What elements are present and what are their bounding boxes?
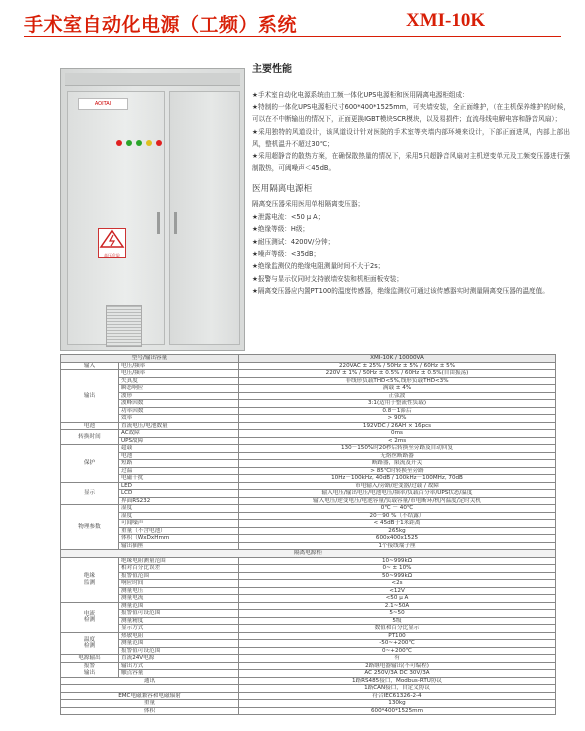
table-row <box>61 452 556 460</box>
table-row <box>61 557 556 565</box>
section-title: 主要性能 <box>252 64 292 75</box>
spec-param-value: 130kg <box>239 700 556 708</box>
spec-param-name: 触点容量 <box>119 670 239 678</box>
page-title: 手术室自动化电源（工频）系统 <box>24 14 298 36</box>
table-row <box>61 602 556 610</box>
table-row <box>61 632 556 640</box>
spec-param-name: 测量电流 <box>119 595 239 603</box>
table-row <box>61 385 556 393</box>
warning-label: 高压危险 <box>104 253 120 258</box>
high-voltage-warning-icon <box>99 229 125 249</box>
table-row <box>61 392 556 400</box>
spec-param-value: 输入电压/输出电压/电池电压/频率/负载百分率/UPS状态/温度 <box>239 490 556 498</box>
door-handle <box>174 212 177 234</box>
bullet-item: ★绝缘监测仪的绝缘电阻测量时间不大于2s； <box>252 262 385 271</box>
spec-param-value: 0ms <box>239 430 556 438</box>
spec-param-value: 1个接线端子座 <box>239 542 556 550</box>
spec-param-value: 5~50 <box>239 610 556 618</box>
yellow-light-icon <box>146 140 152 146</box>
spec-category: 转换时间 <box>61 430 119 445</box>
table-row <box>61 565 556 573</box>
spec-param-name: 可闻噪声 <box>119 520 239 528</box>
table-row <box>61 497 556 505</box>
table-row <box>61 445 556 453</box>
red-light-icon <box>116 140 122 146</box>
spec-param-value: 265kg <box>239 527 556 535</box>
spec-param-name: 相对百分比误差 <box>119 565 239 573</box>
spec-header-row <box>61 355 556 363</box>
table-row <box>61 617 556 625</box>
spec-param-value: 1路CAN接口，自定义协议 <box>239 685 556 693</box>
red-light-icon <box>156 140 162 146</box>
table-row <box>61 422 556 430</box>
table-row <box>61 362 556 370</box>
table-row <box>61 625 556 633</box>
spec-param-value: 0.8－1滞后 <box>239 407 556 415</box>
spec-param-name: 绝缘电阻测量范围 <box>119 557 239 565</box>
spec-param-name: 测量精度 <box>119 617 239 625</box>
spec-param-name: UPS故障 <box>119 437 239 445</box>
table-row <box>61 692 556 700</box>
spec-param-value: 130－150%时20秒后转换至旁路及自动回复 <box>239 445 556 453</box>
spec-param-value: 220VAC ± 25% / 50Hz ± 5% / 60Hz ± 5% <box>239 362 556 370</box>
bullet-item: ★绝缘等级：H级； <box>252 225 310 234</box>
spec-param-value: 正弦波 <box>239 392 556 400</box>
table-row <box>61 512 556 520</box>
spec-param-value: <12V <box>239 587 556 595</box>
cabinet-badge: AOITAI <box>78 98 128 110</box>
table-row <box>61 490 556 498</box>
spec-param-name: 湿度 <box>119 512 239 520</box>
spec-param-name <box>61 685 239 693</box>
spec-param-name: 瞬态响应 <box>119 385 239 393</box>
sub-title: 医用隔离电源柜 <box>252 184 313 195</box>
table-row <box>61 640 556 648</box>
table-row <box>61 475 556 483</box>
spec-param-name: 响应时间 <box>119 580 239 588</box>
spec-param-value: 10Hz－100kHz, 40dB / 100kHz－100MHz, 70dB <box>239 475 556 483</box>
spec-param-value: 20－90 %（不结露） <box>239 512 556 520</box>
table-row <box>61 520 556 528</box>
spec-section-title: 隔离电源柜 <box>61 550 556 558</box>
spec-param-name: 体积（WxDxHmm <box>119 535 239 543</box>
table-row <box>61 415 556 423</box>
spec-param-value: 220V ± 1% / 50Hz ± 0.5% / 60Hz ± 0.5%(自由振荡) <box>239 370 556 378</box>
spec-category: 显示 <box>61 482 119 505</box>
spec-param-value: PT100 <box>239 632 556 640</box>
spec-param-value: 600x400x1525 <box>239 535 556 543</box>
spec-param-value: 满载 ± 4% <box>239 385 556 393</box>
bullet-item: ★隔离变压器应内置PT100的温度传感器，绝缘监测仪可通过该传感器实时测量隔离变压器的温度值。 <box>252 287 549 296</box>
spec-param-name: AC故障 <box>119 430 239 438</box>
table-row <box>61 407 556 415</box>
table-row <box>61 677 556 685</box>
spec-category: 电流 检测 <box>61 602 119 632</box>
spec-param-name: 效率 <box>119 415 239 423</box>
table-row <box>61 430 556 438</box>
spec-param-name: 体积 <box>61 707 239 715</box>
header-divider <box>24 36 561 37</box>
table-row <box>61 580 556 588</box>
table-row <box>61 527 556 535</box>
bullet-item: ★噪声等级：<35dB； <box>252 250 321 259</box>
table-row <box>61 482 556 490</box>
bullet-item: ★泄露电流：<50 μ A； <box>252 212 325 221</box>
spec-category: 电源输出 <box>61 655 119 663</box>
spec-param-name: 直流24V电源 <box>119 655 239 663</box>
bullet-item: ★报警与显示仪同时支持嵌墙安装和机柜面板安装； <box>252 274 403 283</box>
table-row <box>61 707 556 715</box>
spec-param-name: 测量范围 <box>119 602 239 610</box>
spec-param-value: < 45dB于1米距离 <box>239 520 556 528</box>
indicator-lights <box>116 140 162 148</box>
spec-param-value: <2s <box>239 580 556 588</box>
table-row <box>61 662 556 670</box>
spec-param-value: > 90% <box>239 415 556 423</box>
spec-param-name: 失真度 <box>119 377 239 385</box>
table-row <box>61 670 556 678</box>
spec-param-value: -50~+200℃ <box>239 640 556 648</box>
spec-param-name: 功率因数 <box>119 407 239 415</box>
spec-param-name: 测量范围 <box>119 640 239 648</box>
spec-param-name: 显示方式 <box>119 625 239 633</box>
table-row <box>61 377 556 385</box>
spec-category: 报警 输出 <box>61 662 119 677</box>
cabinet-top-panel <box>65 73 240 86</box>
cabinet-left-door <box>67 91 165 345</box>
spec-param-name: 电压/频率 <box>119 362 239 370</box>
table-row <box>61 542 556 550</box>
spec-param-name: 电压/频率 <box>119 370 239 378</box>
table-row <box>61 535 556 543</box>
bullet-item: ★耐压测试：4200V/分钟； <box>252 237 335 246</box>
spec-param-name: 输出插座 <box>119 542 239 550</box>
spec-param-name: 测量电压 <box>119 587 239 595</box>
spec-param-value: < 2ms <box>239 437 556 445</box>
spec-category: 输出 <box>61 370 119 423</box>
spec-param-name: 报警值可设范围 <box>119 647 239 655</box>
spec-header-label: 型号/输出容量 <box>61 355 239 363</box>
spec-param-name: 重量 <box>61 700 239 708</box>
spec-param-name: 过温 <box>119 467 239 475</box>
spec-param-value: 市电输入/旁路/逆变器/过载 / 故障 <box>239 482 556 490</box>
spec-param-value: 1路RS485接口，Modbus-RTU协议 <box>239 677 556 685</box>
spec-param-name: 界面RS232 <box>119 497 239 505</box>
spec-param-name: 通讯 <box>61 677 239 685</box>
spec-param-value: AC 250V/3A DC 30V/3A <box>239 670 556 678</box>
spec-param-value: 5级 <box>239 617 556 625</box>
table-row <box>61 700 556 708</box>
spec-param-value: <50 μ A <box>239 595 556 603</box>
spec-param-value: 50~999kΩ <box>239 572 556 580</box>
model-title: XMI-10K <box>406 10 486 31</box>
spec-param-name: 波峰因数 <box>119 400 239 408</box>
spec-category: 物理参数 <box>61 505 119 550</box>
feature-paragraph: ★采用超静音的散热方案，在确保散热量的情况下，采用5只超静音风扇对主机逆变单元及工频变压器进行强制散热，可阈噪声＜45dB。 <box>252 152 570 173</box>
spec-category: 输入 <box>61 362 119 370</box>
spec-param-value: 2.1~50A <box>239 602 556 610</box>
spec-param-value: 2路继电器输出(不可编程) <box>239 662 556 670</box>
spec-param-name: LED <box>119 482 239 490</box>
features-section <box>252 60 570 298</box>
spec-param-name: 湿度 <box>119 505 239 513</box>
cabinet-right-door <box>169 91 240 345</box>
feature-paragraph: ★特制的一体化UPS电源柜尺寸600*400*1525mm，可夹墙安装，全正面维护，（在主机保养维护的时候，可以在不中断输出的情况下，正面更换IGBT模块SCR模块，以及易损件；直流母线电解电容和静音风扇）； <box>252 103 570 124</box>
spec-param-name: EMC电磁兼容和电磁辐射 <box>61 692 239 700</box>
spec-param-name: 报警值可设范围 <box>119 610 239 618</box>
spec-param-value: 符合IEC61326-2-4 <box>239 692 556 700</box>
spec-param-value: 断路器，限流及开关 <box>239 460 556 468</box>
table-row <box>61 587 556 595</box>
table-row <box>61 647 556 655</box>
door-handle <box>157 212 160 234</box>
spec-section-row <box>61 550 556 558</box>
feature-paragraph: ★采用独特的风道设计，该风道设计针对医院的手术室等夹墙内部环境来设计，下部正面进风，内部上部出风，整机温升不超过30℃； <box>252 127 570 148</box>
green-light-icon <box>126 140 132 146</box>
spec-param-value: 0℃ － 40℃ <box>239 505 556 513</box>
spec-header-value: XMI-10K / 10000VA <box>239 355 556 363</box>
spec-param-value: 输入电压/逆变电压/电池容量/负载容量/市电断环/机内温度/定时关机 <box>239 497 556 505</box>
spec-category: 保护 <box>61 445 119 483</box>
spec-param-name: 电磁干扰 <box>119 475 239 483</box>
table-row <box>61 460 556 468</box>
spec-param-name: 热敏电阻 <box>119 632 239 640</box>
green-light-icon <box>136 140 142 146</box>
spec-param-name: 直流电压/电池数量 <box>119 422 239 430</box>
table-row <box>61 437 556 445</box>
spec-category: 绝缘 监测 <box>61 557 119 602</box>
spec-param-value: 无熔丝断路器 <box>239 452 556 460</box>
spec-param-name: 超载 <box>119 445 239 453</box>
spec-param-value: 600*400*1525mm <box>239 707 556 715</box>
cabinet-image <box>60 68 245 351</box>
spec-param-value: 192VDC / 26AH × 16pcs <box>239 422 556 430</box>
spec-category: 温度 检测 <box>61 632 119 655</box>
spec-param-value: 0~+200℃ <box>239 647 556 655</box>
table-row <box>61 370 556 378</box>
spec-table <box>60 354 556 715</box>
spec-param-value: 非线形负载THD<5%,线形负载THD<3% <box>239 377 556 385</box>
spec-param-value: 0~ ± 10% <box>239 565 556 573</box>
feature-paragraph: ★手术室自动化电源系统由工频一体化UPS电源柜和医用隔离电源柜组成： <box>252 91 469 99</box>
spec-param-name: 重量（不含电池） <box>119 527 239 535</box>
spec-category: 电池 <box>61 422 119 430</box>
page-header <box>0 0 585 42</box>
spec-param-name: 短路 <box>119 460 239 468</box>
spec-param-value: 有 <box>239 655 556 663</box>
table-row <box>61 685 556 693</box>
spec-param-value: 数值和百分比显示 <box>239 625 556 633</box>
spec-param-value: 3:1(适用于整流性负载) <box>239 400 556 408</box>
warning-plate <box>98 228 126 258</box>
table-row <box>61 655 556 663</box>
spec-param-name: 报警值范围 <box>119 572 239 580</box>
sub-intro: 隔离变压器采用医用单相隔离变压器； <box>252 200 365 209</box>
spec-param-name: 波形 <box>119 392 239 400</box>
table-row <box>61 595 556 603</box>
spec-param-name: LCD <box>119 490 239 498</box>
table-row <box>61 610 556 618</box>
spec-param-name: 电池 <box>119 452 239 460</box>
table-row <box>61 400 556 408</box>
spec-param-value: > 85℃时转换至旁路 <box>239 467 556 475</box>
spec-param-name: 输出方式 <box>119 662 239 670</box>
table-row <box>61 572 556 580</box>
vent-grille <box>106 305 142 347</box>
table-row <box>61 505 556 513</box>
spec-param-value: 10~999kΩ <box>239 557 556 565</box>
table-row <box>61 467 556 475</box>
